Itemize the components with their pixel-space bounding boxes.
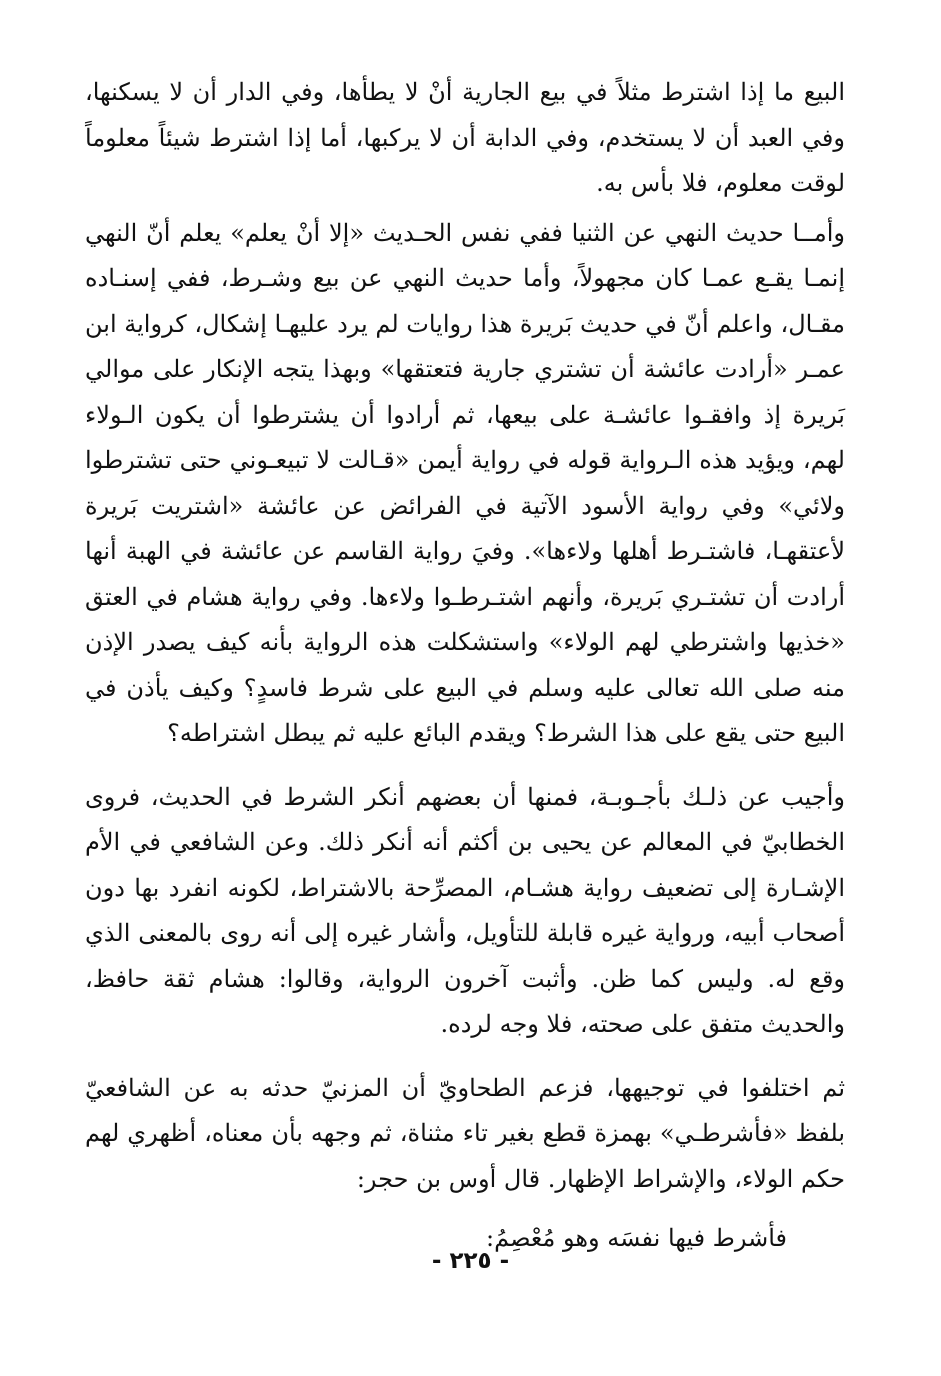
page-number: - ٢٢٥ - xyxy=(431,1248,510,1274)
poetry-verse: فأشرط فيها نفسَه وهو مُعْصِمُ: xyxy=(486,1224,787,1252)
paragraph-3: وأجيب عن ذلـك بأجـوبـة، فمنها أن بعضهم أنكر الشرط في الحديث، فروى الخطابيّ في المعالم عن يحيى بن أكثم أنه أنكر ذلك. وعن الشافعي في الأم الإشـارة إلى تضعيف رواية هشـام، المصرِّحة بالاشتراط، لكونه انفرد بها دون أصحاب أبيه، ورواية غيره قابلة للتأويل، وأشار غيره إلى أنه روى بالمعنى الذي وقع له. وليس كما ظن. وأثبت آخرون الرواية، وقالوا: هشام ثقة حافظ، والحديث متفق على صحته، فلا وجه لرده. xyxy=(85,782,846,1038)
paragraph-4: ثم اختلفوا في توجيهها، فزعم الطحاويّ أن المزنيّ حدثه به عن الشافعيّ بلفظ «فأشرطـي» بهمزة قطع بغير تاء مثناة، ثم وجهه بأن معناه، أظهري لهم حكم الولاء، والإشراط الإظهار. قال أوس بن حجر: xyxy=(85,1073,845,1193)
paragraph-1: البيع ما إذا اشترط مثلاً في بيع الجارية أنْ لا يطأها، وفي الدار أن لا يسكنها، وفي العبد أن لا يستخدم، وفي الدابة أن لا يركبها، أما إذا اشترط شيئاً معلوماً لوقت معلوم، فلا بأس به. xyxy=(85,78,846,197)
paragraph-2: وأمــا حديث النهي عن الثنيا ففي نفس الحـديث «إلا أنْ يعلم» يعلم أنّ النهي إنمـا يقـع عمـا كان مجهولاً، وأما حديث النهي عن بيع وشـرط، ففي إسنـاده مقـال، واعلم أنّ في حديث بَريرة هذا روايات لم يرد عليهـا إشكال، كرواية ابن عمـر «أرادت عائشة أن تشتري جارية فتعتقها» وبهذا يتجه الإنكار على موالي بَريرة إذ وافقـوا عائشـة على بيعها، ثم أرادوا أن يشترطوا أن يكون الـولاء لهم، ويؤيد هذه الـرواية قوله في رواية أيمن «قـالت لا تبيعـوني حتى تشترطوا ولائي» وفي رواية الأسود الآتية في الفرائض عن عائشة «اشتريت بَريرة لأعتقهـا، فاشتـرط أهلها ولاءها». وفيَ رواية القاسم عن عائشة في الهبة أنها أرادت أن تشتـري بَريرة، وأنهم اشتـرطـوا ولاءها. وفي رواية هشام في العتق «خذيها واشترطي لهم الولاء» واستشكلت هذه الرواية بأنه كيف يصدر الإذن منه صلى الله تعالى عليه وسلم في البيع على شرط فاسدٍ؟ وكيف يأذن في البيع حتى يقع على هذا الشرط؟ ويقدم البائع عليه ثم يبطل اشتراطه؟ xyxy=(85,218,846,747)
page-body xyxy=(85,70,845,1300)
